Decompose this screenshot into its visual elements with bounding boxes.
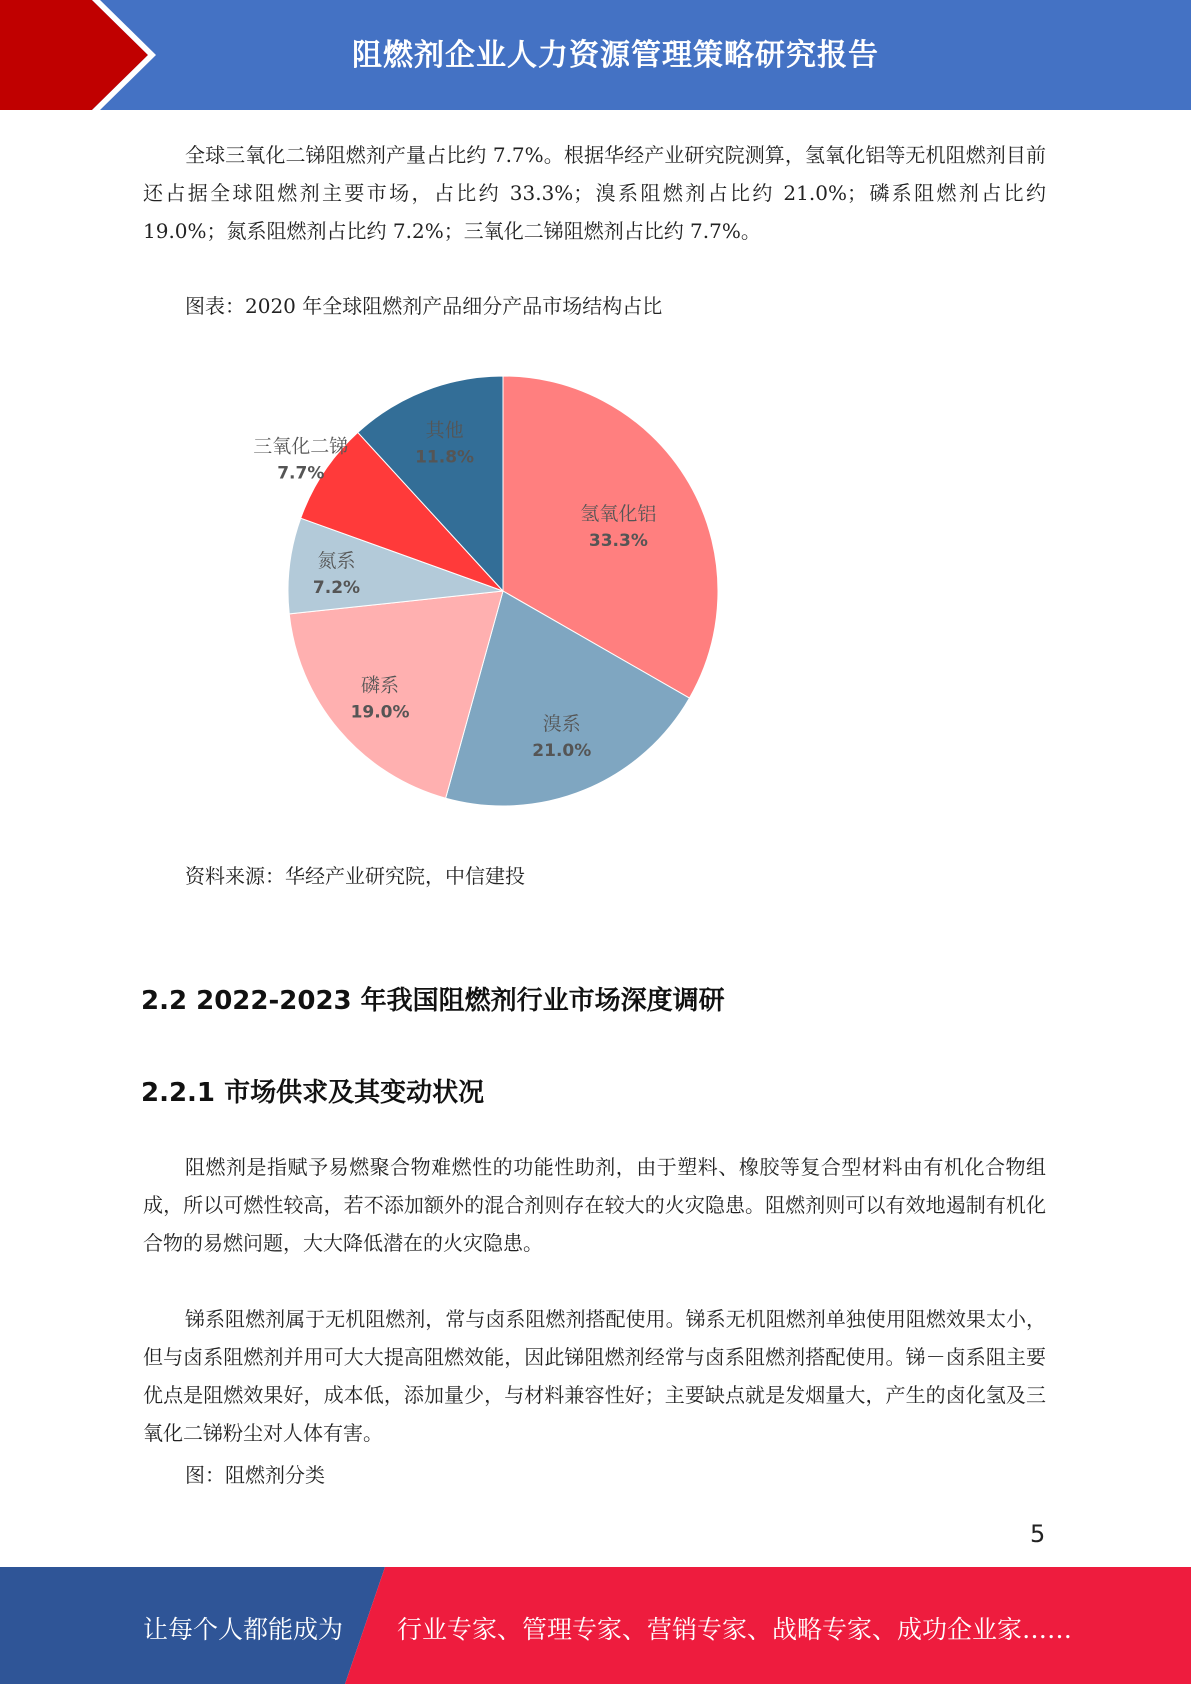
section-heading-2-2-1: 2.2.1 市场供求及其变动状况: [141, 1078, 485, 1108]
antimony-paragraph: 锑系阻燃剂属于无机阻燃剂，常与卤系阻燃剂搭配使用。锑系无机阻燃剂单独使用阻燃效果太小，但与卤系阻燃剂并用可大大提高阻燃效能，因此锑阻燃剂经常与卤系阻燃剂搭配使用。锑－卤系阻主要优点是阻燃效果好，成本低，添加量少，与材料兼容性好；主要缺点就是发烟量大，产生的卤化氢及三氧化二锑粉尘对人体有害。: [143, 1307, 1046, 1445]
pie-chart-svg: [0, 360, 1191, 820]
market-structure-pie-chart: [0, 360, 1191, 820]
pie-slice-value: 21.0%: [532, 741, 592, 762]
pie-slice-label: 其他: [425, 419, 464, 442]
definition-paragraph: 阻燃剂是指赋予易燃聚合物难燃性的功能性助剂，由于塑料、橡胶等复合型材料由有机化合物组成，所以可燃性较高，若不添加额外的混合剂则存在较大的火灾隐患。阻燃剂则可以有效地遏制有机化合物的易燃问题，大大降低潜在的火灾隐患。: [143, 1155, 1046, 1255]
report-title: 阻燃剂企业人力资源管理策略研究报告: [352, 38, 879, 73]
chart-source: 资料来源：华经产业研究院，中信建投: [185, 864, 525, 888]
pie-slice-value: 7.2%: [312, 578, 361, 599]
page-footer: [0, 1567, 1191, 1684]
pie-slice-label: 氢氧化铝: [580, 503, 657, 526]
pie-slice-value: 11.8%: [415, 447, 475, 468]
pie-slice-value: 7.7%: [277, 463, 325, 484]
pie-slice-label: 溴系: [542, 713, 581, 736]
intro-paragraph: 全球三氧化二锑阻燃剂产量占比约 7.7%。根据华经产业研究院测算，氢氧化铝等无机阻燃剂目前还占据全球阻燃剂主要市场，占比约 33.3%；溴系阻燃剂占比约 21.0%；磷系阻燃剂占比约 19.0%；氮系阻燃剂占比约 7.2%；三氧化二锑阻燃剂占比约 7.7%。: [143, 143, 1046, 243]
chart-caption: 图表：2020 年全球阻燃剂产品细分产品市场结构占比: [185, 294, 663, 318]
footer-slogan-right: 行业专家、管理专家、营销专家、战略专家、成功企业家……: [397, 1615, 1073, 1644]
pie-slice-label: 磷系: [361, 674, 400, 697]
pie-slice-label: 三氧化二锑: [253, 435, 349, 458]
pie-slice-value: 33.3%: [588, 531, 648, 552]
section-heading-2-2: 2.2 2022-2023 年我国阻燃剂行业市场深度调研: [141, 986, 725, 1016]
page-header: [0, 0, 1191, 110]
figure-caption: 图：阻燃剂分类: [185, 1463, 325, 1487]
footer-slogan-left: 让每个人都能成为: [143, 1615, 344, 1644]
pie-slice-label: 氮系: [317, 550, 356, 573]
page-number: 5: [1030, 1520, 1046, 1548]
pie-slice-value: 19.0%: [350, 702, 410, 723]
